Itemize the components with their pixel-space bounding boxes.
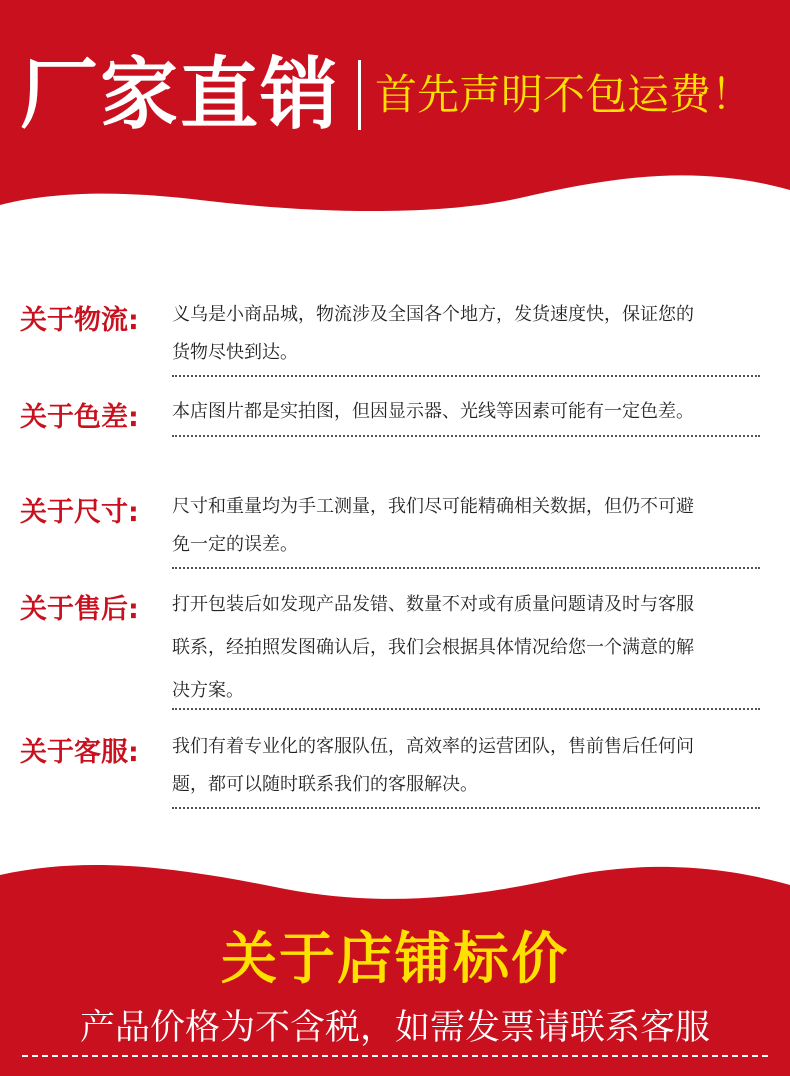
section-label: 关于尺寸: [20, 497, 139, 528]
text-line: 本店图片都是实拍图，但因显示器、光线等因素可能有一定色差。 [172, 401, 694, 422]
section-label: 关于物流: [20, 305, 139, 336]
shipping-notice: 首先声明不包运费！ [375, 70, 754, 119]
text-line: 决方案。 [172, 680, 244, 701]
text-line: 我们有着专业化的客服队伍，高效率的运营团队，售前售后任何问 [172, 736, 694, 757]
section-text [172, 488, 760, 564]
text-line: 义乌是小商品城，物流涉及全国各个地方，发货速度快，保证您的 [172, 304, 694, 325]
section-divider [172, 567, 760, 569]
footer-subtitle: 产品价格为不含税，如需发票请联系客服 [79, 1008, 710, 1048]
section-label: 关于色差: [20, 402, 139, 433]
section-text [172, 728, 760, 804]
section-size [20, 490, 760, 570]
section-divider [172, 708, 760, 710]
section-text [172, 393, 760, 431]
section-after-sales [20, 587, 760, 707]
text-line: 货物尽快到达。 [172, 342, 298, 363]
brand-row [20, 50, 753, 140]
section-customer-service [20, 730, 760, 810]
text-line: 题，都可以随时联系我们的客服解决。 [172, 774, 478, 795]
section-text [172, 296, 760, 372]
section-divider [172, 807, 760, 809]
footer-dashed-line [22, 1055, 768, 1057]
text-line: 联系，经拍照发图确认后，我们会根据具体情况给您一个满意的解 [172, 637, 694, 658]
text-line: 免一定的误差。 [172, 534, 298, 555]
section-divider [172, 435, 760, 437]
section-color-difference [20, 395, 760, 435]
brand-separator [358, 60, 361, 130]
brand-title: 厂家直销 [20, 50, 341, 140]
section-text [172, 583, 760, 712]
section-label: 关于客服: [20, 737, 139, 768]
text-line: 打开包装后如发现产品发错、数量不对或有质量问题请及时与客服 [172, 594, 694, 615]
section-logistics [20, 298, 760, 378]
text-line: 尺寸和重量均为手工测量，我们尽可能精确相关数据，但仍不可避 [172, 496, 694, 517]
footer-banner [0, 840, 790, 1076]
header-banner [0, 0, 790, 215]
section-divider [172, 375, 760, 377]
footer-title: 关于店铺标价 [221, 927, 569, 992]
section-label: 关于售后: [20, 594, 139, 625]
